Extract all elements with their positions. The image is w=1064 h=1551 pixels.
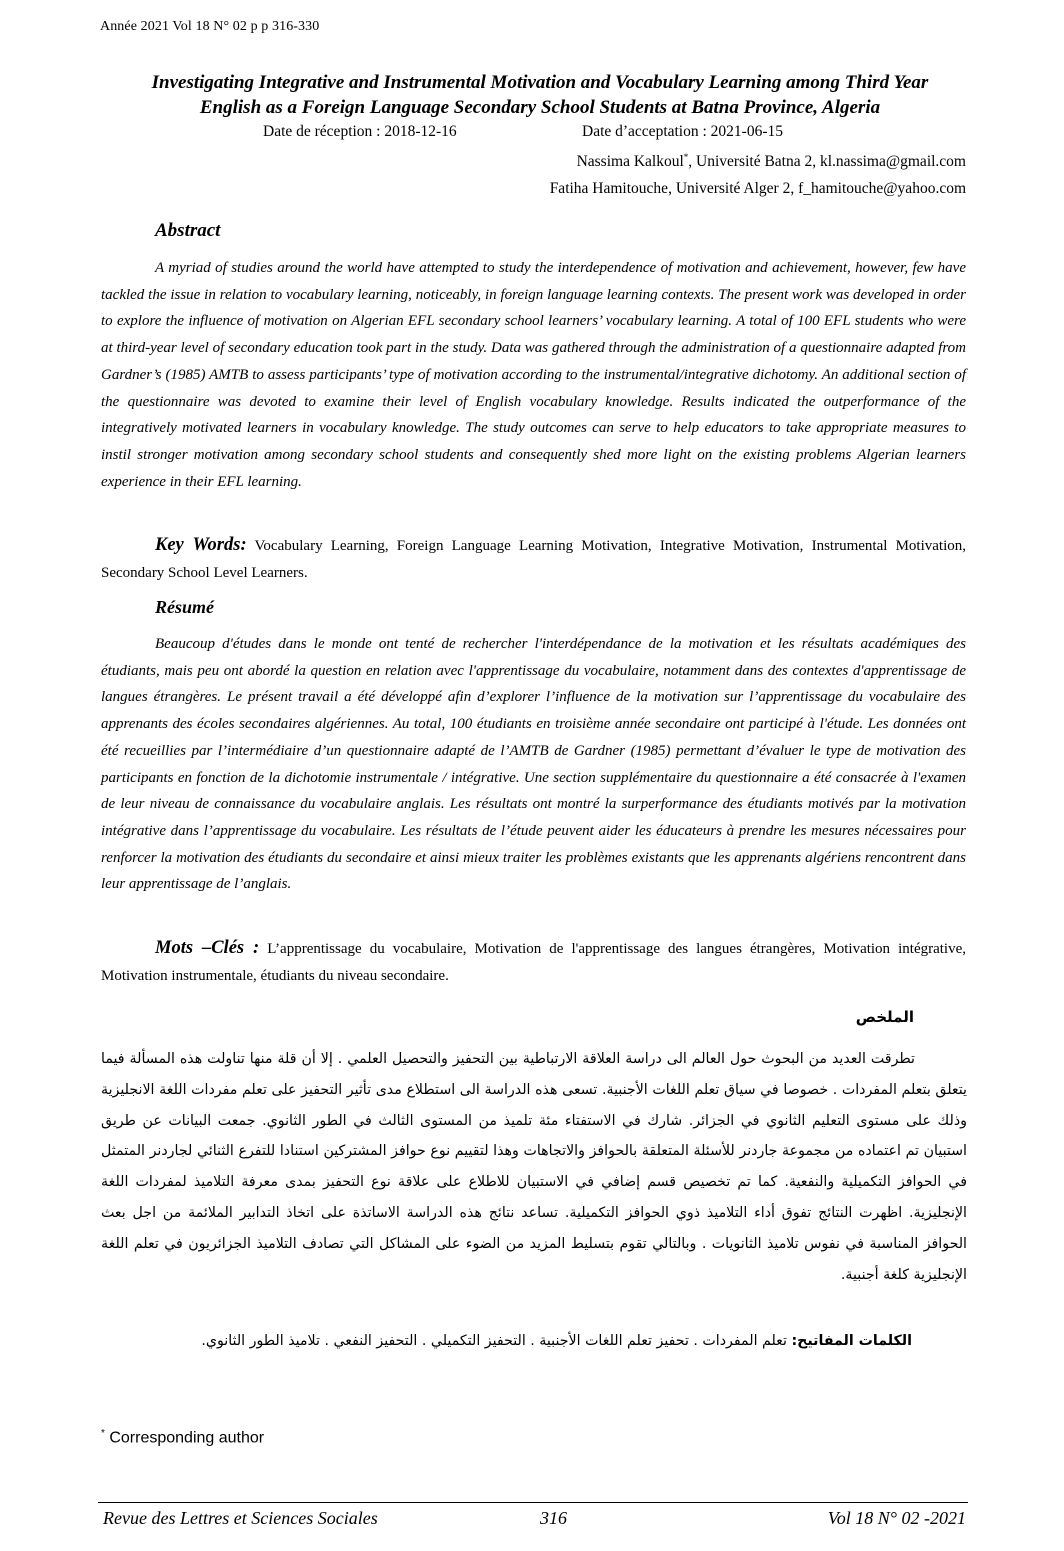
reception-date: Date de réception : 2018-12-16 [263,123,457,140]
author-1-affiliation[interactable]: , Université Batna 2, kl.nassima@gmail.com [688,153,966,171]
mots-cles-label: Mots –Clés : [155,938,260,958]
footer-page-number: 316 [540,1508,567,1528]
resume-body [101,631,966,898]
article-title-line-2: English as a Foreign Language Secondary School Students at Batna Province, Algeria [199,97,881,118]
footer-divider [98,1502,968,1503]
abstract-body [101,255,966,495]
abstract-heading: Abstract [155,220,221,241]
abstract-text: A myriad of studies around the world have attempted to study the interdependence of motivation and achievement, however, few have tackled the issue in relation to vocabulary learning, noticeably, in foreign language learning contexts. The present work was developed in order to explore the influence of motivation on Algerian EFL secondary school learners’ vocabulary learning. A total of 100 EFL students who were at third-year level of secondary education took part in the study. Data was gathered through the administration of a questionnaire adapted from Gardner’s (1985) AMTB to assess participants’ type of motivation according to the instrumental/integrative dichotomy. An additional section of the questionnaire was devoted to examine their level of English vocabulary knowledge. Results indicated the outperformance of the integratively motivated learners in vocabulary knowledge. The study outcomes can serve to help educators to take appropriate measures to instil stronger motivation among secondary school students and consequently shed more light on the existing problems Algerian learners experience in their EFL learning. [101,260,966,490]
author-2 [550,180,966,198]
footnote-mark: * [101,1428,105,1439]
keywords-text: Vocabulary Learning, Foreign Language Learning Motivation, Integrative Motivation, Instrumental Motivation, Secondary School Level Learners. [101,538,966,581]
resume-text: Beaucoup d'études dans le monde ont tenté de rechercher l'interdépendance de la motivation et les résultats académiques des étudiants, mais peu ont abordé la question en relation avec l'apprentissage du vocabulaire, notamment dans des contextes d'apprentissage de langues étrangères. Le présent travail a été développé afin d’explorer l’influence de la motivation sur l’apprentissage du vocabulaire des apprenants des écoles secondaires algériennes. Au total, 100 étudiants en troisième année secondaire ont participé à l'étude. Les données ont été recueillies par l’intermédiaire d’un questionnaire adapté de l’AMTB de Gardner (1985) permettant d’évaluer le type de motivation des participants en fonction de la dichotomie instrumentale / intégrative. Une section supplémentaire du questionnaire a été consacrée à l'examen de leur niveau de connaissance du vocabulaire anglais. Les résultats ont montré la surperformance des étudiants motivés par la motivation intégrative dans l’apprentissage du vocabulaire. Les résultats de l’étude peuvent aider les éducateurs à prendre les mesures nécessaires pour renforcer la motivation des étudiants du secondaire et ainsi mieux traiter les problèmes existants que les apprenants algériens rencontrent dans leur apprentissage de l’anglais. [101,636,966,893]
article-title-line-1: Investigating Integrative and Instrumental Motivation and Vocabulary Learning among Third Year [151,72,929,93]
arabic-keywords-label: الكلمات المفاتيح: [791,1333,912,1349]
author-2-name: Fatiha Hamitouche [549,180,669,197]
arabic-abstract-text: تطرقت العديد من البحوث حول العالم الى دراسة العلاقة الارتباطية بين التحفيز والتحصيل العلمي . إلا أن قلة منها تناولت هذه المسألة فيما يتعلق بتعلم المفردات . خصوصا في سياق تعلم اللغات الأجنبية. تسعى هذه الدراسة الى استطلاع مدى تأثير التحفيز على تعلم مفردات اللغة الانجليزية وذلك على مستوى التعليم الثانوي في الجزائر. شارك في الاستفتاء مئة تلميذ من المستوى الثالث في الطور الثانوي. جمعت البيانات عن طريق استبيان تم اعتماده من مجموعة جاردنر للأسئلة المتعلقة بالحوافز والاتجاهات وهذا لتقييم نوع حوافز المشتركين استنادا للتفرع الثنائي لجاردنر المتمثل في الحوافز التكميلية والنفعية. كما تم تخصيص قسم إضافي في الاستبيان للاطلاع على علاقة نوع التحفيز بمدى معرفة التلاميذ لمفردات اللغة الإنجليزية. اظهرت النتائج تفوق أداء التلاميذ ذوي الحوافز التكميلية. تساعد نتائج هذه الدراسة الاساتذة على اتخاذ التدابير الملائمة من اجل بعث الحوافز المناسبة في نفوس تلاميذ الثانويات . وبالتالي تقوم بتسليط المزيد من الضوء على المشاكل التي تصادف التلاميذ الجزائريون في تعلم اللغة الإنجليزية كلغة أجنبية. [101,1051,967,1283]
arabic-keywords [201,1333,912,1349]
author-1-name: Nassima Kalkoul [576,153,684,171]
mots-cles-text: L’apprentissage du vocabulaire, Motivation de l'apprentissage des langues étrangères, Motivation intégrative, Motivation instrumentale, étudiants du niveau secondaire. [101,941,966,984]
resume-keywords [101,935,966,990]
abstract-keywords [101,532,966,587]
arabic-keywords-text: تعلم المفردات . تحفيز تعلم اللغات الأجنبية . التحفيز التكميلي . التحفيز النفعي . تلاميذ الطور الثانوي. [201,1333,792,1349]
author-1-mark: * [683,152,689,162]
author-1 [577,152,966,171]
arabic-abstract-heading: الملخص [855,1008,914,1026]
footnote [101,1428,264,1447]
author-2-affiliation[interactable]: , Université Alger 2, f_hamitouche@yahoo.com [668,180,966,197]
resume-heading: Résumé [155,597,215,617]
footer-journal: Revue des Lettres et Sciences Sociales [103,1508,378,1528]
acceptance-date: Date d’acceptation : 2021-06-15 [582,123,783,140]
keywords-label: Key Words: [155,535,247,555]
issue-header: Année 2021 Vol 18 N° 02 p p 316-330 [100,19,320,34]
footer-issue: Vol 18 N° 02 -2021 [827,1508,966,1528]
arabic-abstract-body [101,1044,967,1290]
footnote-text: Corresponding author [104,1429,265,1447]
